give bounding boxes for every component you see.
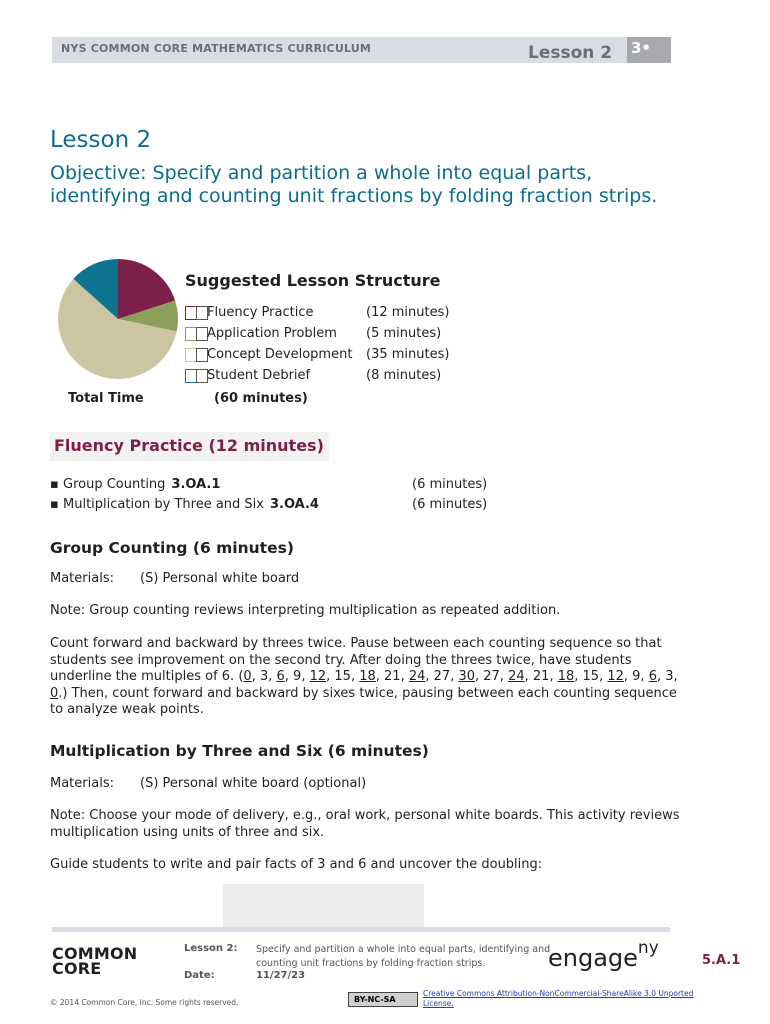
materials-label: Materials: <box>50 571 114 586</box>
fluency-heading: Fluency Practice (12 minutes) <box>50 432 329 461</box>
multiple-of-six: 18 <box>557 669 575 684</box>
list-item <box>50 496 510 516</box>
sequence-number: , 21, <box>375 669 409 684</box>
structure-item-name: Student Debrief <box>207 368 311 383</box>
curriculum-title: NYS COMMON CORE MATHEMATICS CURRICULUM <box>61 42 372 55</box>
lesson-objective: Objective: Specify and partition a whole into equal parts, identifying and counting unit fractions by folding fraction strips. <box>50 162 658 207</box>
materials-text: (S) Personal white board <box>140 571 300 586</box>
fluency-bullets <box>50 476 510 516</box>
sequence-number: , 3, <box>251 669 277 684</box>
grade-badge: 3• <box>627 37 671 63</box>
bullet-text: Multiplication by Three and Six <box>63 497 264 512</box>
multiple-of-six: 6 <box>648 669 657 684</box>
body-end: .) Then, count forward and backward by sixes twice, pausing between each counting sequence to analyze weak points. <box>50 685 677 717</box>
sequence-number: , 27, <box>475 669 509 684</box>
multiplication-heading: Multiplication by Three and Six (6 minutes) <box>50 742 429 760</box>
sequence-number: , 3, <box>656 669 678 684</box>
structure-item-name: Fluency Practice <box>207 305 314 320</box>
body-start: Count forward and backward by threes twice. Pause between each counting sequence so that students see improvement on the second try. After doing the threes twice, have students underline the multiples of 6. ( <box>50 636 662 684</box>
footer-lesson-desc: Specify and partition a whole into equal parts, identifying and counting unit fractions by folding fraction strips. <box>256 944 551 969</box>
sequence-number: , 9, <box>284 669 310 684</box>
bullet-icon: ▪ <box>50 477 59 492</box>
group-counting-note: Note: Group counting reviews interpreting multiplication as repeated addition. <box>50 603 561 618</box>
footer-date-label: Date: <box>184 970 215 981</box>
multiple-of-six: 24 <box>408 669 426 684</box>
bullet-standard: 3.OA.1 <box>171 477 221 492</box>
sequence-number: , 15, <box>574 669 608 684</box>
cc-license-icon: BY-NC-SA <box>348 992 418 1007</box>
multiple-of-six: 6 <box>276 669 285 684</box>
multiplication-materials <box>50 776 690 793</box>
bullet-icon: ▪ <box>50 497 59 512</box>
structure-item-minutes: (5 minutes) <box>366 326 442 341</box>
structure-item-minutes: (35 minutes) <box>366 347 450 362</box>
engageny-logo: engage$^{ny}$ <box>548 938 659 972</box>
license-link[interactable]: Creative Commons Attribution-NonCommercial-ShareAlike 3.0 Unported License. <box>423 989 694 1008</box>
structure-title: Suggested Lesson Structure <box>185 271 441 290</box>
image-placeholder <box>223 884 424 928</box>
footer-rule <box>52 927 670 932</box>
structure-item-minutes: (12 minutes) <box>366 305 450 320</box>
group-counting-body <box>50 636 690 719</box>
bullet-text: Group Counting <box>63 477 166 492</box>
list-item <box>50 476 510 496</box>
sequence-number: , 9, <box>623 669 649 684</box>
lesson-title: Lesson 2 <box>50 127 152 153</box>
header-lesson: Lesson 2 <box>528 43 613 63</box>
common-core-logo: COMMON CORE <box>52 944 138 978</box>
sequence-number: , 21, <box>524 669 558 684</box>
materials-label: Materials: <box>50 776 114 791</box>
multiple-of-six: 30 <box>458 669 476 684</box>
footer-lesson-label: Lesson 2: <box>184 943 238 954</box>
group-counting-heading: Group Counting (6 minutes) <box>50 539 294 557</box>
structure-item-name: Concept Development <box>207 347 353 362</box>
page-number: 5.A.1 <box>702 953 741 968</box>
bullet-minutes: (6 minutes) <box>412 477 488 492</box>
bullet-minutes: (6 minutes) <box>412 497 488 512</box>
bullet-standard: 3.OA.4 <box>270 497 319 512</box>
group-counting-materials <box>50 571 690 588</box>
structure-item-name: Application Problem <box>207 326 337 341</box>
footer-date: 11/27/23 <box>256 970 306 981</box>
sequence-number: , 15, <box>326 669 360 684</box>
structure-item-minutes: (8 minutes) <box>366 368 442 383</box>
multiple-of-six: 12 <box>309 669 327 684</box>
multiple-of-six: 12 <box>607 669 624 684</box>
multiplication-guide: Guide students to write and pair facts of 3 and 6 and uncover the doubling: <box>50 857 543 872</box>
multiple-of-six: 18 <box>359 669 376 684</box>
copyright: © 2014 Common Core, Inc. Some rights reserved. <box>50 998 239 1007</box>
multiple-of-six: 0 <box>50 685 59 701</box>
multiple-of-six: 0 <box>243 669 252 684</box>
sequence-number: , 27, <box>425 669 459 684</box>
materials-text: (S) Personal white board (optional) <box>140 776 367 791</box>
lesson-structure-pie-chart <box>57 257 179 383</box>
total-time-label: Total Time <box>68 391 144 406</box>
multiple-of-six: 24 <box>508 669 525 684</box>
total-time-minutes: (60 minutes) <box>214 391 308 406</box>
multiplication-note: Note: Choose your mode of delivery, e.g., oral work, personal white boards. This activity reviews multiplication using units of three and six. <box>50 808 680 840</box>
